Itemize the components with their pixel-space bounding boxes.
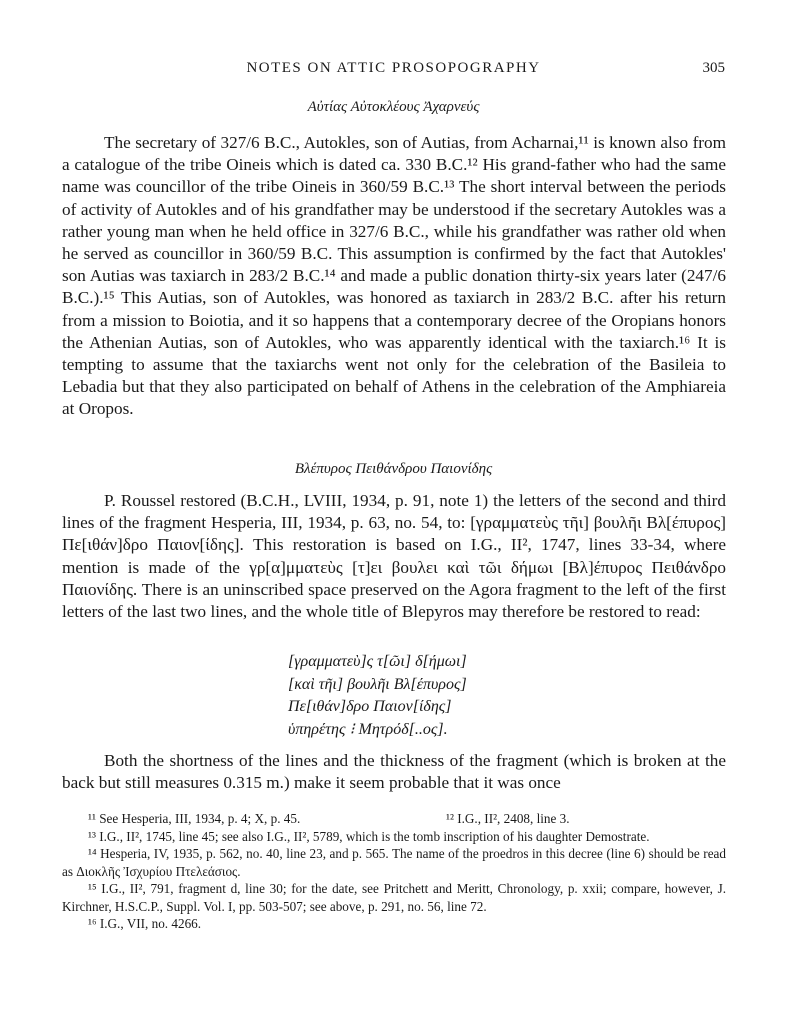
running-header [0,60,787,82]
section-heading-blepyros: Βλέπυρος Πειθάνδρου Παιονίδης [294,461,493,477]
inscription-restoration [288,651,608,741]
footnote-row [62,810,726,828]
footnote-14: ¹⁴ Hesperia, IV, 1935, p. 562, no. 40, line 23, and p. 565. The name of the proedros in this decree (line 6) should be read as Διοκλῆς Ἰσχυρίου Πτελεάσιος. [62,846,726,879]
footnote-13: ¹³ I.G., II², 1745, line 45; see also I.G., II², 5789, which is the tomb inscription of his daughter Demostrate. [88,828,650,844]
page-number: 305 [702,60,725,76]
inscription-line: [καὶ τῆι] βουλῆι Βλ[έπυρος] [288,675,467,693]
paragraph-continuation: Both the shortness of the lines and the thickness of the fragment (which is broken at the back but still measures 0.315 m.) make it seem probable that it was once [62,751,726,793]
footnote-12: ¹² I.G., II², 2408, line 3. [446,811,570,826]
footnote-11: ¹¹ See Hesperia, III, 1934, p. 4; X, p. 45. [88,811,301,826]
footnotes [62,810,726,933]
paragraph-blepyros: P. Roussel restored (B.C.H., LVIII, 1934, p. 91, note 1) the letters of the second and third lines of the fragment Hesperia, III, 1934, p. 63, no. 54, to: [γραμματεὺς τῆι] βουλῆι Βλ[έπυρος] Πε[ιθάν]δρο Παιον[ίδης]. This restoration is based on I.G., II², 1747, lines 33-34, where mention is made of the γρ[α]μματεὺς [τ]ει βουλει καὶ τῶι δήμωι [Βλ]έπυρος Πειθάνδρο Παιονίδης. There is an uninscribed space preserved on the Agora fragment to the left of the first letters of the last two lines, and the whole title of Blepyros may therefore be restored to read: [62,491,726,622]
paragraph-autias: The secretary of 327/6 B.C., Autokles, son of Autias, from Acharnai,¹¹ is known also from a catalogue of the tribe Oineis which is dated ca. 330 B.C.¹² His grand-father who had the same name was councillor of the tribe Oineis in 360/59 B.C.¹³ The short interval between the periods of activity of Autokles and of his grandfather may be understood if the secretary Autokles was a rather young man when he held office in 327/6 B.C., while his grandfather was rather old when he served as councillor in 360/59 B.C. This assumption is confirmed by the fact that Autokles' son Autias was taxiarch in 283/2 B.C.¹⁴ and made a public donation thirty-six years later (247/6 B.C.).¹⁵ This Autias, son of Autokles, was honored as taxiarch in 283/2 B.C. after his return from a mission to Boiotia, and it so happens that a contemporary decree of the Oropians honors the Athenian Autias, son of Autokles, who was apparently identical with the taxiarch.¹⁶ It is tempting to assume that the taxiarchs went not only for the celebration of the Basileia to Lebadia but that they also participated on behalf of Athens in the celebration of the Amphiareia at Oropos. [62,133,726,419]
inscription-line: ὑπηρέτης ⁝ Μητρόδ[..ος]. [288,720,448,738]
section-autias-body [62,132,726,421]
inscription-line: [γραμματεὺ]ς τ[ῶι] δ[ήμωι] [288,653,467,670]
footnote-15: ¹⁵ I.G., II², 791, fragment d, line 30; for the date, see Pritchett and Meritt, Chronology, p. xxii; compare, however, J. Kirchner, H.S.C.P., Suppl. Vol. I, pp. 503-507; see above, p. 291, no. 56, line 72. [62,881,726,914]
footnote-16: ¹⁶ I.G., VII, no. 4266. [88,916,202,931]
section-blepyros-body [62,490,726,623]
running-title: NOTES ON ATTIC PROSOPOGRAPHY [246,60,541,76]
section-heading-autias: Αὐτίας Αὐτοκλέους Ἀχαρνεύς [307,99,480,115]
inscription-line: Πε[ιθάν]δρο Παιον[ίδης] [288,698,452,715]
section-blepyros-continuation [62,750,726,794]
